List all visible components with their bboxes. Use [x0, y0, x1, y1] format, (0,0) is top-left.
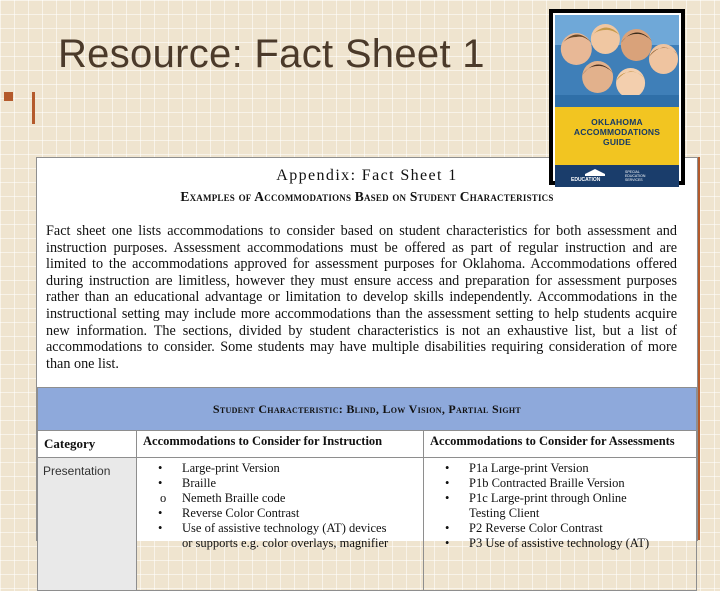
- list-item: [445, 461, 695, 476]
- list-item-text: or supports e.g. color overlays, magnifier: [182, 536, 389, 550]
- list-item-text: P1a Large-print Version: [469, 461, 589, 475]
- instruction-list: [138, 461, 422, 551]
- instruction-cell: [137, 458, 424, 591]
- cover-title-line2: ACCOMMODATIONS: [573, 127, 661, 137]
- list-item: [445, 536, 695, 551]
- bullet-mark: •: [158, 506, 163, 520]
- right-accent-rail: [698, 157, 710, 540]
- cover-footer: [555, 165, 679, 187]
- cover-title-line3: GUIDE: [603, 137, 631, 147]
- bullet-mark: •: [158, 476, 163, 490]
- list-item: [445, 506, 695, 521]
- cover-dept-line1: SPECIAL: [625, 170, 640, 174]
- table-row: [38, 458, 697, 591]
- cover-brand: EDUCATION: [571, 177, 601, 183]
- document-body: Fact sheet one lists accommodations to consider based on student characteristics for both assessment and instruction purposes. Assessment accommodations must be offered as part of regular instruction and are limited to the accommodations approved for assessment purposes for Oklahoma. Accommodations offered during instruction are limitless, however they must ensure access and preparation for assessment purposes rather than an educational advantage or limitation to develop skills independently. Accommodations in the instructional setting may include more accommodations than the assessment setting to help students acquire new information. The sections, divided by student characteristics is not an exhaustive list, but a list of accommodations to consider. Some students may have multiple disabilities requiring consideration of more than one list.: [46, 223, 677, 372]
- document-page: [36, 157, 698, 550]
- instruction-column-header: Accommodations to Consider for Instruction: [137, 431, 424, 458]
- list-item: [158, 521, 422, 536]
- bullet-mark: •: [445, 536, 450, 550]
- bullet-mark: •: [445, 521, 450, 535]
- bullet-mark: •: [158, 461, 163, 475]
- column-header-row: [38, 431, 697, 458]
- cover-department: [625, 170, 665, 182]
- bullet-mark: •: [158, 521, 163, 535]
- slide-title: Resource: Fact Sheet 1: [58, 32, 485, 76]
- bullet-mark: •: [445, 476, 450, 490]
- corner-accent: [4, 92, 35, 124]
- bullet-mark: •: [445, 461, 450, 475]
- list-item: [158, 506, 422, 521]
- cover-title-band: [555, 107, 679, 165]
- list-item: [445, 476, 695, 491]
- cover-inner: [553, 13, 681, 181]
- list-item-text: P1c Large-print through Online: [469, 491, 627, 505]
- cover-dept-line2: EDUCATION: [625, 174, 646, 178]
- list-item: [158, 461, 422, 476]
- list-item-text: Testing Client: [469, 506, 540, 520]
- category-column-header: Category: [38, 431, 137, 458]
- list-item: [445, 521, 695, 536]
- cover-dept-line3: SERVICES: [625, 178, 643, 182]
- appendix-title: Appendix: Fact Sheet 1: [276, 167, 458, 184]
- assessment-list: [425, 461, 695, 551]
- list-item: [158, 536, 422, 551]
- bullet-mark: •: [445, 491, 450, 505]
- list-item-text: P1b Contracted Braille Version: [469, 476, 625, 490]
- characteristic-header: Student Characteristic: Blind, Low Vision, Partial Sight: [38, 388, 697, 431]
- accommodations-table: [37, 387, 697, 591]
- list-item-text: Braille: [182, 476, 217, 490]
- children-photo: [555, 15, 679, 107]
- characteristic-row: [38, 388, 697, 431]
- capitol-icon: [583, 167, 607, 177]
- list-item-text: Large-print Version: [182, 461, 280, 475]
- list-item-text: Reverse Color Contrast: [182, 506, 300, 520]
- list-item: [158, 491, 422, 506]
- list-item: [158, 476, 422, 491]
- assessment-column-header: Accommodations to Consider for Assessments: [424, 431, 697, 458]
- category-cell: Presentation: [38, 458, 137, 591]
- document-subtitle: Examples of Accommodations Based on Student Characteristics: [180, 189, 554, 204]
- cover-title-line1: OKLAHOMA: [591, 117, 643, 127]
- list-item-text: P2 Reverse Color Contrast: [469, 521, 603, 535]
- list-item-text: Use of assistive technology (AT) devices: [182, 521, 387, 535]
- list-item-text: Nemeth Braille code: [182, 491, 286, 505]
- assessment-cell: [424, 458, 697, 591]
- bullet-mark: o: [160, 491, 167, 505]
- list-item-text: P3 Use of assistive technology (AT): [469, 536, 650, 550]
- guide-cover-image: [549, 9, 685, 185]
- list-item: [445, 491, 695, 506]
